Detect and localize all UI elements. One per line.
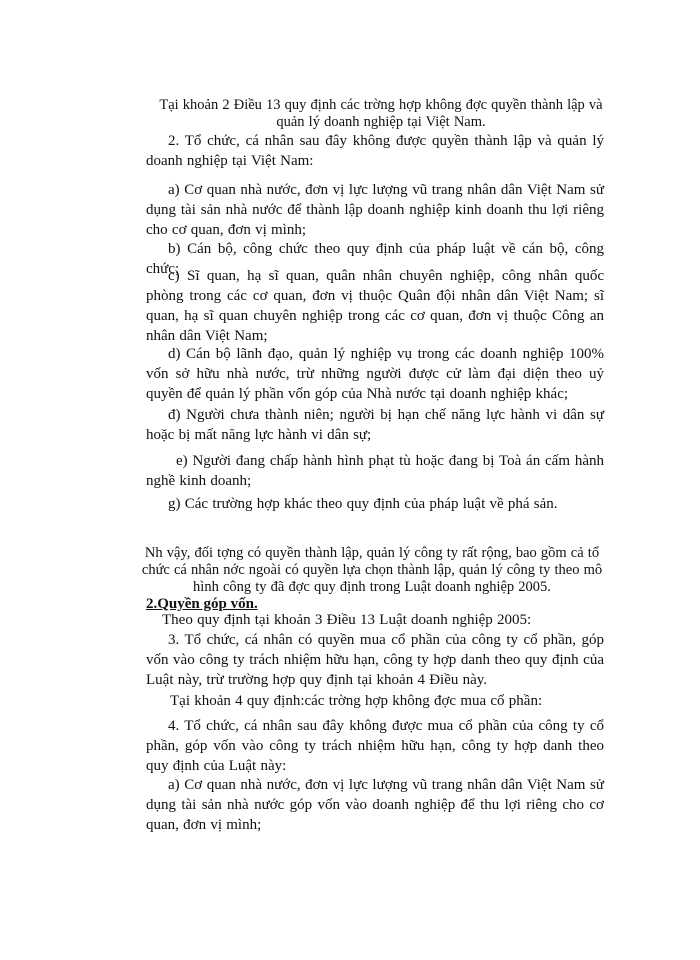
clause-a: a) Cơ quan nhà nước, đơn vị lực lượng vũ trang nhân dân Việt Nam sử dụng tài sản nhà nước để thành lập doanh nghiệp kinh doanh thu lợi riêng cho cơ quan, đơn vị mình; bbox=[146, 182, 604, 238]
clause-d: d) Cán bộ lãnh đạo, quản lý nghiệp vụ trong các doanh nghiệp 100% vốn sở hữu nhà nước, trừ những người được cử làm đại diện theo uỷ quyền để quản lý phần vốn góp của Nhà nước tại doanh nghiệp khác; bbox=[146, 346, 604, 402]
article-2-clause: 2. Tổ chức, cá nhân sau đây không được quyền thành lập và quản lý doanh nghiệp tại Việt Nam: bbox=[146, 133, 604, 169]
intro-paragraph: Tại khoản 2 Điều 13 quy định các trờng hợp không đợc quyền thành lập và quản lý doanh nghiệp tại Việt Nam. bbox=[159, 97, 603, 130]
section-heading: 2.Quyền góp vốn. bbox=[146, 596, 258, 612]
article-4-clause: 4. Tổ chức, cá nhân sau đây không được mua cổ phần của công ty cổ phần, góp vốn vào công ty trách nhiệm hữu hạn, công ty hợp danh theo quy định của Luật này: bbox=[146, 718, 604, 774]
clause-c: c) Sĩ quan, hạ sĩ quan, quân nhân chuyên nghiệp, công nhân quốc phòng trong các cơ quan, đơn vị thuộc Quân đội nhân dân Việt Nam; sĩ quan, hạ sĩ quan chuyên nghiệp trong các cơ quan, đơn vị thuộc Công an nhân dân Việt Nam; bbox=[146, 268, 604, 344]
clause-g: g) Các trường hợp khác theo quy định của pháp luật về phá sản. bbox=[168, 496, 558, 512]
clause-4-intro: Tại khoản 4 quy định:các trờng hợp không đợc mua cổ phần: bbox=[170, 693, 543, 709]
article-3-clause: 3. Tổ chức, cá nhân có quyền mua cổ phần của công ty cổ phần, góp vốn vào công ty trách nhiệm hữu hạn, công ty hợp danh theo quy định của Luật này, trừ trường hợp quy định tại khoản 4 Điều này. bbox=[146, 632, 604, 688]
clause-dd: đ) Người chưa thành niên; người bị hạn chế năng lực hành vi dân sự hoặc bị mất năng lực hành vi dân sự; bbox=[146, 407, 604, 443]
summary-paragraph: Nh vậy, đối tợng có quyền thành lập, quản lý công ty rất rộng, bao gồm cả tổ chức cá nhân nớc ngoài có quyền lựa chọn thành lập, quản lý công ty theo mô hình công ty đã đợc quy định trong Luật doanh nghiệp 2005. bbox=[141, 545, 603, 595]
clause-e: e) Người đang chấp hành hình phạt tù hoặc đang bị Toà án cấm hành nghề kinh doanh; bbox=[146, 453, 604, 489]
law-reference: Theo quy định tại khoản 3 Điều 13 Luật doanh nghiệp 2005: bbox=[162, 612, 532, 628]
clause-a-2: a) Cơ quan nhà nước, đơn vị lực lượng vũ trang nhân dân Việt Nam sử dụng tài sản nhà nước góp vốn vào doanh nghiệp để thu lợi riêng cho cơ quan, đơn vị mình; bbox=[146, 777, 604, 833]
clause-b: b) Cán bộ, công chức theo quy định của pháp luật về cán bộ, công chức; bbox=[146, 241, 604, 277]
